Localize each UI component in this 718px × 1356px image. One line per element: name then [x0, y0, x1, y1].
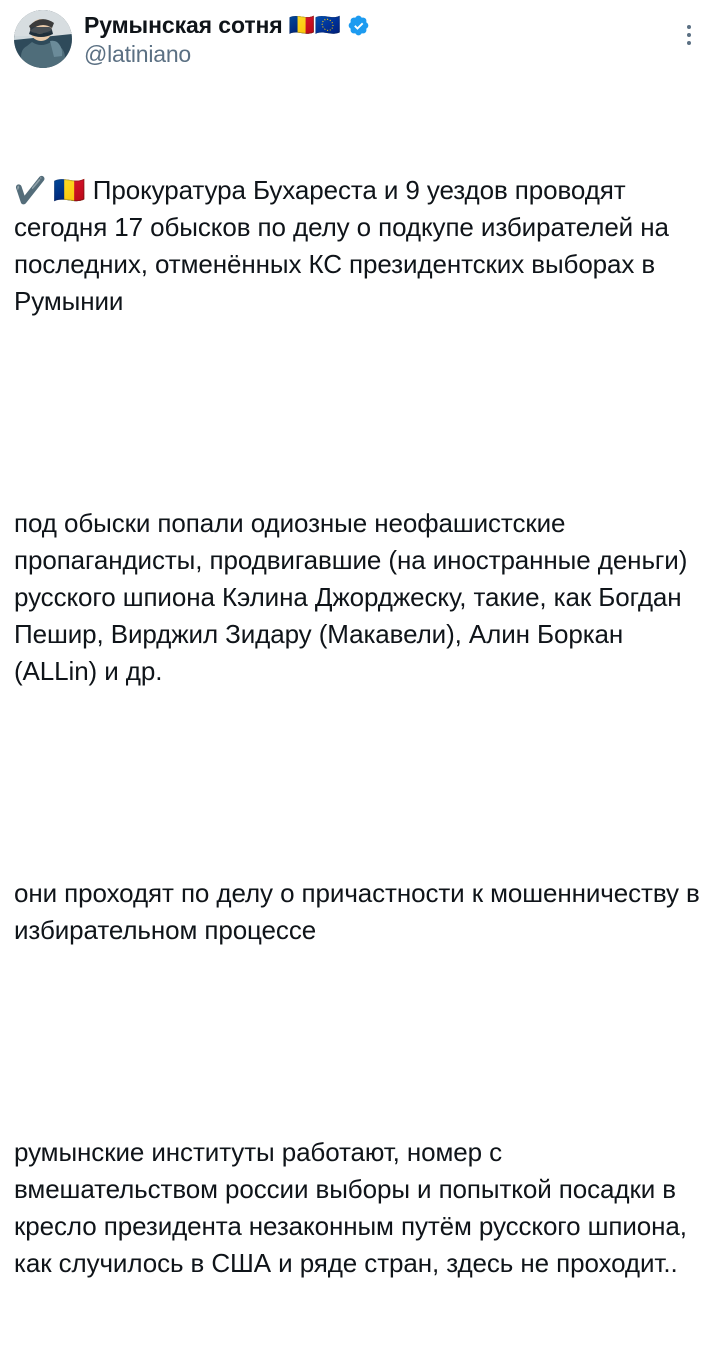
paragraph-spacer: [14, 1023, 704, 1060]
tweet-paragraph-4: румынские институты работают, номер с вмешательством россии выборы и попыткой посадки в кресло президента незаконным путём русского шпиона, как случилось в США и ряде стран, здесь не проходит..: [14, 1137, 694, 1278]
avatar[interactable]: [14, 10, 72, 68]
author-name-line: [84, 12, 370, 38]
tweet-paragraph-2: под обыски попали одиозные неофашистские пропагандисты, продвигавшие (на иностранные деньги) русского шпиона Кэлина Джорджеску, такие, как Богдан Пешир, Вирджил Зидару (Макавели), Алин Боркан (ALLin) и др.: [14, 508, 695, 686]
paragraph-spacer: [14, 764, 704, 801]
tweet-paragraph-3: они проходят по делу о причастности к мошенничеству в избирательном процессе: [14, 878, 707, 945]
paragraph-spacer: [14, 394, 704, 431]
author-block: [84, 10, 370, 68]
more-options-icon[interactable]: [676, 22, 702, 48]
display-name[interactable]: Румынская сотня: [84, 12, 283, 38]
verified-badge-icon: [347, 14, 370, 37]
author-handle[interactable]: @latiniano: [84, 41, 192, 68]
tweet-paragraph-1: ✔️ 🇷🇴 Прокуратура Бухареста и 9 уездов проводят сегодня 17 обысков по делу о подкупе избирателей на последних, отменённых КС президентских выборах в Румынии: [14, 175, 676, 316]
tweet-header: [14, 10, 704, 82]
flag-emoji: 🇷🇴🇪🇺: [288, 13, 341, 37]
tweet-text: [14, 98, 707, 1356]
